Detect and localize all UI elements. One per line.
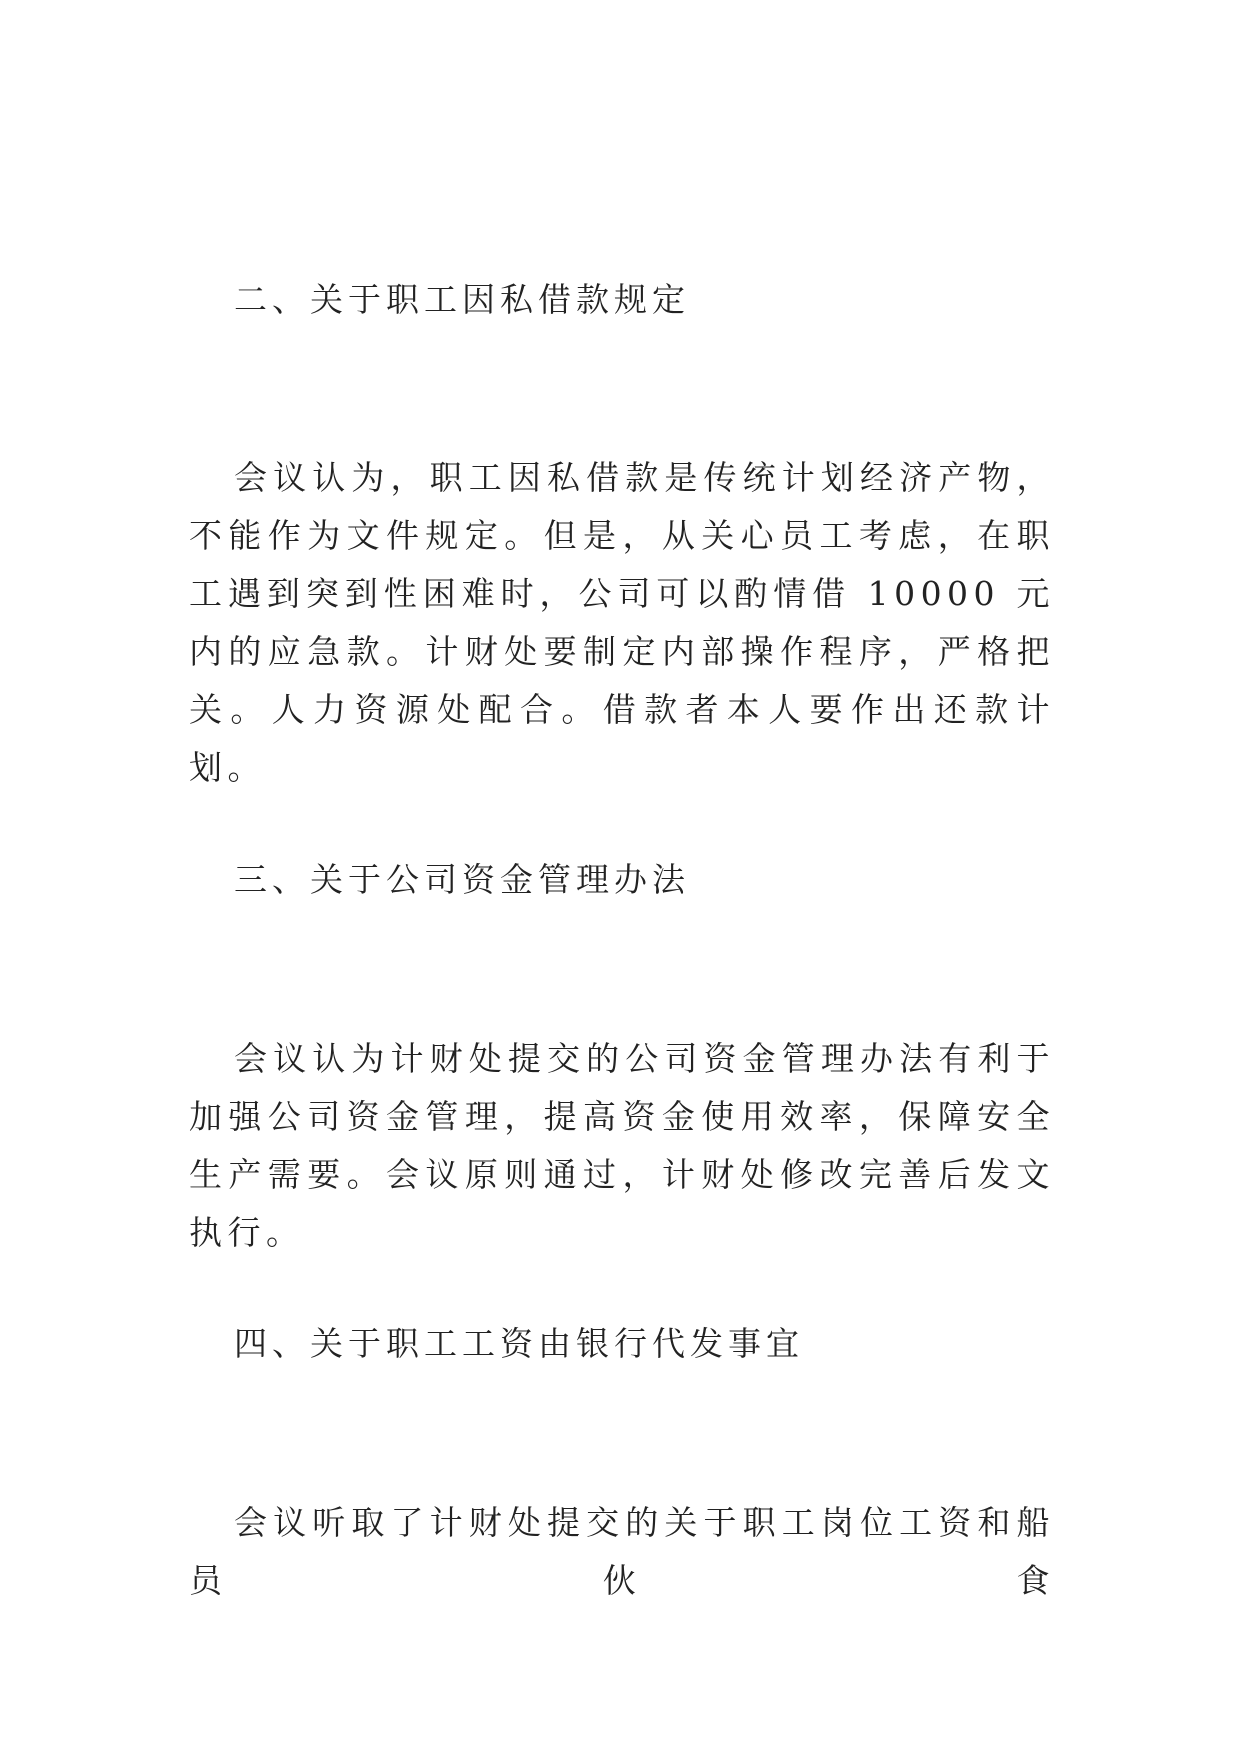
section-paragraph-4: 会议听取了计财处提交的关于职工岗位工资和船员伙食 (189, 1503, 1055, 1600)
section-heading-3: 三、关于公司资金管理办法 (234, 860, 690, 899)
section-heading-2: 二、关于职工因私借款规定 (234, 280, 690, 319)
section-paragraph-3: 会议认为计财处提交的公司资金管理办法有利于加强公司资金管理，提高资金使用效率，保障安全生产需要。会议原则通过，计财处修改完善后发文执行。 (189, 1039, 1055, 1252)
section-heading-4: 四、关于职工工资由银行代发事宜 (234, 1324, 804, 1363)
section-paragraph-2: 会议认为，职工因私借款是传统计划经济产物，不能作为文件规定。但是，从关心员工考虑，在职工遇到突到性困难时，公司可以酌情借 10000 元内的应急款。计财处要制定内部操作程序，严格把关。人力资源处配合。借款者本人要作出还款计划。 (189, 458, 1055, 787)
